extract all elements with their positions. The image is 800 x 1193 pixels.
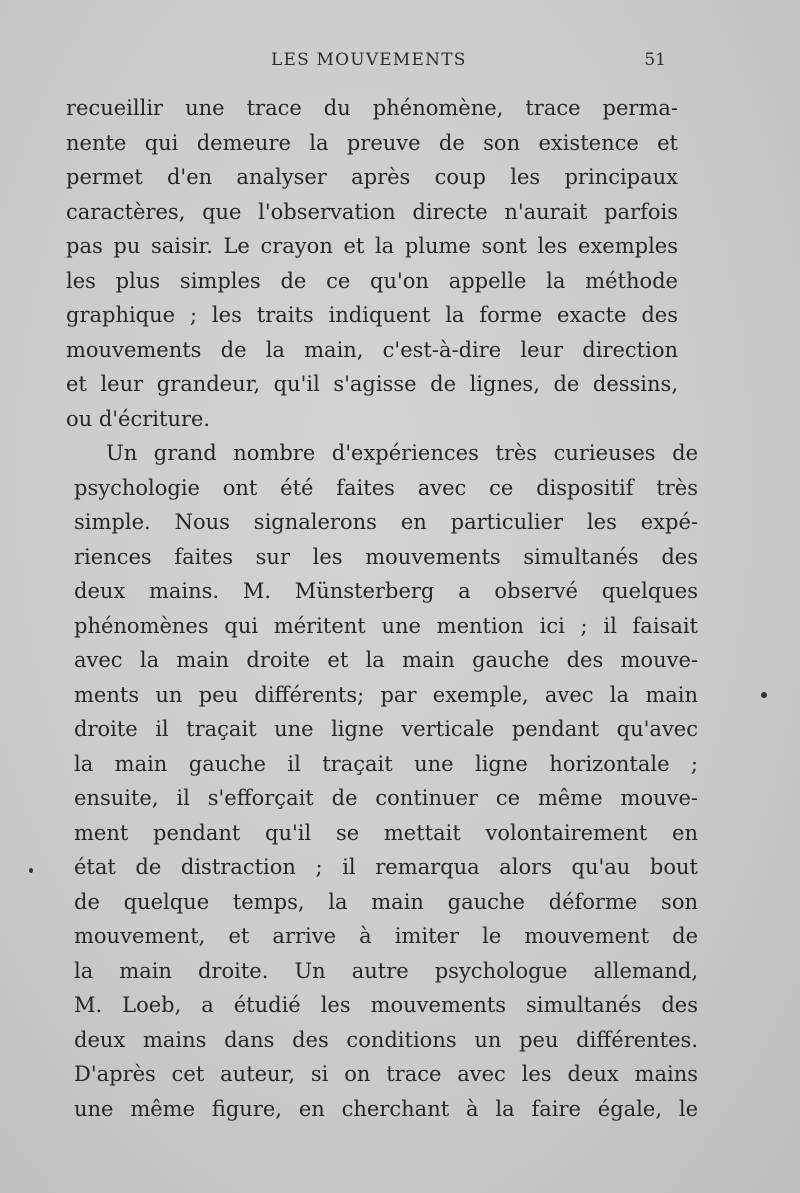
text-line: droite il traçait une ligne verticale pendant qu'avec — [74, 717, 698, 741]
text-line: phénomènes qui méritent une mention ici ; il faisait — [74, 613, 698, 638]
text-line: mouvement, et arrive à imiter le mouvement de — [74, 924, 698, 948]
text-line: avec la main droite et la main gauche des mouve- — [74, 648, 698, 672]
text-line: deux mains dans des conditions un peu différentes. — [74, 1027, 698, 1052]
text-body — [66, 91, 696, 1126]
running-title: LES MOUVEMENTS — [271, 50, 467, 70]
text-line: recueillir une trace du phénomène, trace perma- — [66, 96, 678, 120]
paragraph-1 — [66, 91, 696, 436]
text-line: de quelque temps, la main gauche déforme son — [74, 889, 698, 914]
text-line: D'après cet auteur, si on trace avec les deux mains — [74, 1062, 698, 1086]
text-line: ments un peu différents; par exemple, avec la main — [74, 682, 698, 707]
text-line: psychologie ont été faites avec ce dispositif très — [74, 475, 698, 500]
text-line: les plus simples de ce qu'on appelle la méthode — [66, 268, 678, 293]
ink-speck — [29, 868, 33, 873]
text-line: deux mains. M. Münsterberg a observé quelques — [74, 579, 698, 603]
text-line: M. Loeb, a étudié les mouvements simultanés des — [74, 993, 698, 1017]
text-line: la main droite. Un autre psychologue allemand, — [74, 958, 698, 983]
paragraph-2 — [66, 436, 696, 1126]
text-line: état de distraction ; il remarqua alors qu'au bout — [74, 855, 698, 879]
text-line: nente qui demeure la preuve de son existence et — [66, 130, 678, 155]
text-line: simple. Nous signalerons en particulier les expé- — [74, 510, 698, 534]
text-line: mouvements de la main, c'est-à-dire leur direction — [66, 337, 678, 362]
page-number: 51 — [644, 50, 666, 70]
text-line: une même figure, en cherchant à la faire égale, le — [74, 1096, 698, 1121]
text-line: pas pu saisir. Le crayon et la plume sont les exemples — [66, 234, 678, 258]
text-line: ou d'écriture. — [66, 406, 211, 431]
running-head — [66, 50, 672, 74]
text-line: caractères, que l'observation directe n'aurait parfois — [66, 199, 678, 224]
text-line: la main gauche il traçait une ligne horizontale ; — [74, 751, 698, 776]
text-line: riences faites sur les mouvements simultanés des — [74, 544, 698, 569]
text-line: permet d'en analyser après coup les principaux — [66, 165, 678, 189]
text-line: et leur grandeur, qu'il s'agisse de lignes, de dessins, — [66, 372, 678, 396]
text-line: graphique ; les traits indiquent la forme exacte des — [66, 303, 678, 327]
text-line: ment pendant qu'il se mettait volontairement en — [74, 820, 698, 845]
ink-speck — [761, 692, 767, 698]
text-line: ensuite, il s'efforçait de continuer ce même mouve- — [74, 786, 698, 810]
text-line: Un grand nombre d'expériences très curieuses de — [106, 441, 698, 465]
